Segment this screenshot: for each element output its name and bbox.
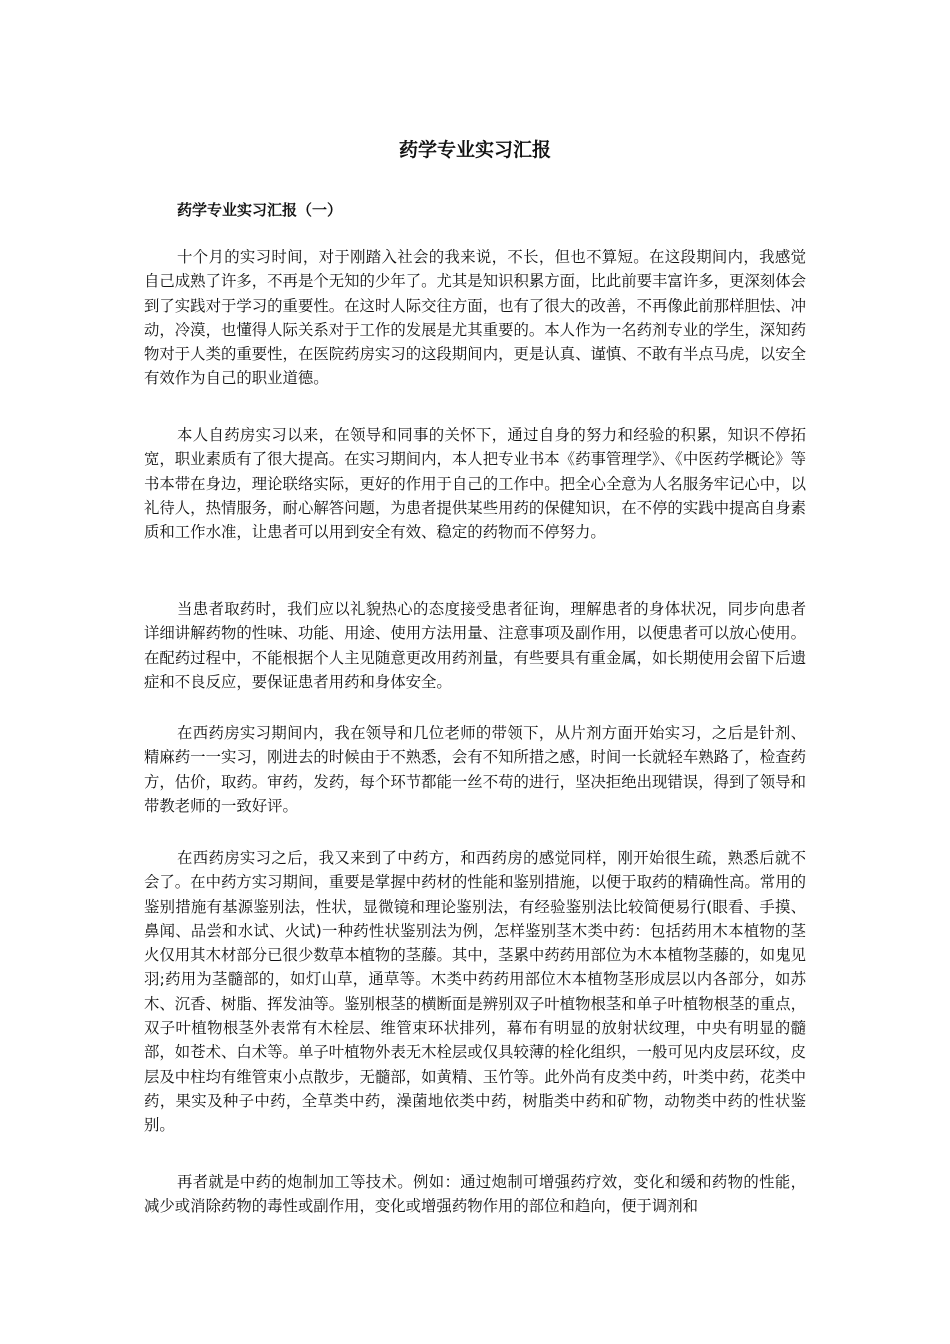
- paragraph-5: 在西药房实习之后，我又来到了中药方，和西药房的感觉同样，刚开始很生疏，熟悉后就不会了。在中药方实习期间，重要是掌握中药材的性能和鉴别措施，以便于取药的精确性高。常用的鉴别措施有基源鉴别法，性状，显微镜和理论鉴别法，有经验鉴别法比较简便易行(眼看、手摸、鼻闻、品尝和水试、火试)一种药性状鉴别法为例，怎样鉴别茎木类中药：包括药用木本植物的茎火仅用其木材部分已很少数草本植物的茎藤。其中，茎累中药药用部位为木本植物茎藤的，如鬼见羽;药用为茎髓部的，如灯山草，通草等。木类中药药用部位木本植物茎形成层以内各部分，如苏木、沉香、树脂、挥发油等。鉴别根茎的横断面是辨别双子叶植物根茎和单子叶植物根茎的重点，双子叶植物根茎外表常有木栓层、维管束环状排列，幕布有明显的放射状纹理，中央有明显的髓部，如苍术、白术等。单子叶植物外表无木栓层或仅具较薄的栓化组织，一般可见内皮层环纹，皮层及中柱均有维管束小点散步，无髓部，如黄精、玉竹等。此外尚有皮类中药，叶类中药，花类中药，果实及种子中药，全草类中药，澡菌地依类中药，树脂类中药和矿物，动物类中药的性状鉴别。: [144, 849, 806, 1135]
- paragraph-6: 再者就是中药的炮制加工等技术。例如：通过炮制可增强药疗效，变化和缓和药物的性能，减少或消除药物的毒性或副作用，变化或增强药物作用的部位和趋向，便于调剂和: [144, 1173, 806, 1216]
- section-heading: 药学专业实习汇报（一）: [177, 201, 343, 219]
- paragraph-2: 本人自药房实习以来，在领导和同事的关怀下，通过自身的努力和经验的积累，知识不停拓宽，职业素质有了很大提高。在实习期间内，本人把专业书本《药事管理学》、《中医药学概论》等书本带在身边，理论联络实际，更好的作用于自己的工作中。把全心全意为人名服务牢记心中，以礼待人，热情服务，耐心解答问题，为患者提供某些用药的保健知识，在不停的实践中提高自身素质和工作水准，让患者可以用到安全有效、稳定的药物而不停努力。: [144, 426, 806, 542]
- document-title: 药学专业实习汇报: [398, 139, 551, 161]
- paragraph-3: 当患者取药时，我们应以礼貌热心的态度接受患者征询，理解患者的身体状况，同步向患者详细讲解药物的性味、功能、用途、使用方法用量、注意事项及副作用，以便患者可以放心使用。在配药过程中，不能根据个人主见随意更改用药剂量，有些要具有重金属，如长期使用会留下后遗症和不良反应，要保证患者用药和身体安全。: [144, 600, 806, 691]
- paragraph-1: 十个月的实习时间，对于刚踏入社会的我来说，不长，但也不算短。在这段期间内，我感觉自己成熟了许多，不再是个无知的少年了。尤其是知识积累方面，比此前要丰富许多，更深刻体会到了实践对于学习的重要性。在这时人际交往方面，也有了很大的改善，不再像此前那样胆怯、冲动，冷漠，也懂得人际关系对于工作的发展是尤其重要的。本人作为一名药剂专业的学生，深知药物对于人类的重要性，在医院药房实习的这段期间内，更是认真、谨慎、不敢有半点马虎，以安全有效作为自己的职业道德。: [144, 248, 806, 388]
- paragraph-4: 在西药房实习期间内，我在领导和几位老师的带领下，从片剂方面开始实习，之后是针剂、精麻药一一实习，刚进去的时候由于不熟悉，会有不知所措之感，时间一长就轻车熟路了，检查药方，估价，取药。审药，发药，每个环节都能一丝不苟的进行，坚决拒绝出现错误，得到了领导和带教老师的一致好评。: [144, 724, 806, 815]
